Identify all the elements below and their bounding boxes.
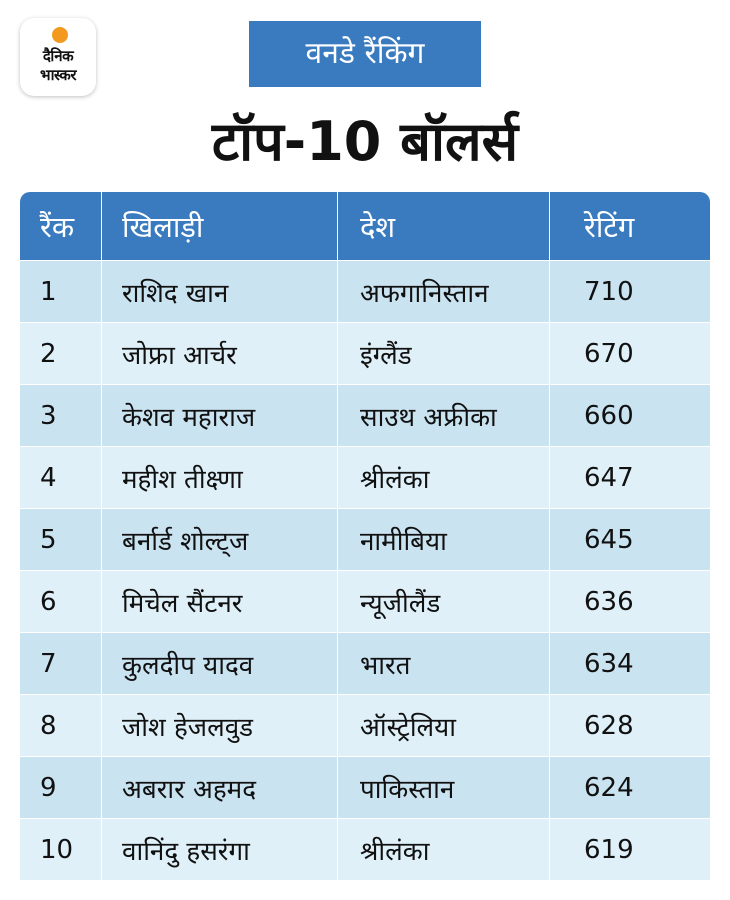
rank-cell: 1 — [40, 276, 57, 307]
player-cell: कुलदीप यादव — [101, 633, 337, 694]
logo-text-line2: भास्कर — [40, 66, 76, 84]
rank-cell: 7 — [40, 648, 57, 679]
country-cell: नामीबिया — [337, 509, 549, 570]
rating-cell: 624 — [549, 757, 710, 818]
rating-cell: 645 — [549, 509, 710, 570]
category-tag: वनडे रैंकिंग — [249, 21, 481, 87]
player-cell: राशिद खान — [101, 261, 337, 322]
rating-cell: 647 — [549, 447, 710, 508]
sun-icon — [52, 27, 68, 43]
table-body — [20, 260, 710, 880]
rating-cell: 636 — [549, 571, 710, 632]
country-cell: भारत — [337, 633, 549, 694]
table-row — [20, 756, 710, 818]
country-cell: साउथ अफ्रीका — [337, 385, 549, 446]
rating-cell: 670 — [549, 323, 710, 384]
player-cell: अबरार अहमद — [101, 757, 337, 818]
country-cell: न्यूजीलैंड — [337, 571, 549, 632]
table-row — [20, 570, 710, 632]
player-cell: वानिंदु हसरंगा — [101, 819, 337, 880]
country-cell: अफगानिस्तान — [337, 261, 549, 322]
country-cell: श्रीलंका — [337, 447, 549, 508]
table-row — [20, 260, 710, 322]
country-cell: ऑस्ट्रेलिया — [337, 695, 549, 756]
header-country: देश — [337, 192, 549, 260]
brand-logo — [20, 18, 96, 96]
table-row — [20, 694, 710, 756]
table-header-row — [20, 192, 710, 260]
header-player: खिलाड़ी — [101, 192, 337, 260]
country-cell: इंग्लैंड — [337, 323, 549, 384]
rank-cell: 3 — [40, 400, 57, 431]
table-row — [20, 508, 710, 570]
table-row — [20, 818, 710, 880]
table-row — [20, 322, 710, 384]
rank-cell: 10 — [40, 834, 74, 865]
table-row — [20, 632, 710, 694]
rank-cell: 8 — [40, 710, 57, 741]
rankings-table — [20, 192, 710, 880]
rank-cell: 9 — [40, 772, 57, 803]
rating-cell: 660 — [549, 385, 710, 446]
rank-cell: 5 — [40, 524, 57, 555]
logo-text-line1: दैनिक — [42, 47, 74, 65]
player-cell: बर्नार्ड शोल्ट्ज — [101, 509, 337, 570]
table-row — [20, 446, 710, 508]
rank-cell: 2 — [40, 338, 57, 369]
country-cell: श्रीलंका — [337, 819, 549, 880]
player-cell: महीश तीक्ष्णा — [101, 447, 337, 508]
player-cell: जोफ्रा आर्चर — [101, 323, 337, 384]
header-rating: रेटिंग — [549, 192, 710, 260]
table-row — [20, 384, 710, 446]
rank-cell: 6 — [40, 586, 57, 617]
rating-cell: 710 — [549, 261, 710, 322]
country-cell: पाकिस्तान — [337, 757, 549, 818]
header-rank: रैंक — [40, 209, 75, 244]
rank-cell: 4 — [40, 462, 57, 493]
player-cell: जोश हेजलवुड — [101, 695, 337, 756]
player-cell: मिचेल सैंटनर — [101, 571, 337, 632]
rating-cell: 628 — [549, 695, 710, 756]
rating-cell: 619 — [549, 819, 710, 880]
rating-cell: 634 — [549, 633, 710, 694]
player-cell: केशव महाराज — [101, 385, 337, 446]
page-title: टॉप-10 बॉलर्स — [211, 110, 519, 173]
